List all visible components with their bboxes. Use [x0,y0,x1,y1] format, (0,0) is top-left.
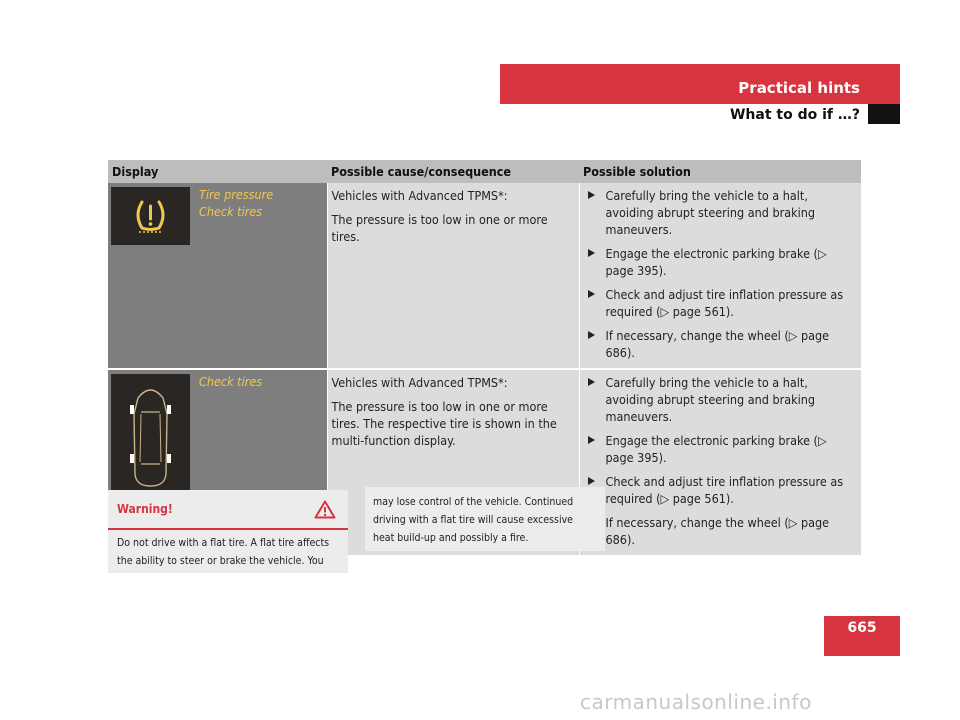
solution-step: Check and adjust tire inflation pressure as required (▷ page 561). [585,473,858,507]
solution-step: If necessary, change the wheel (▷ page 686). [585,514,858,548]
section-title: Practical hints [738,79,860,97]
page-number: 665 [847,620,877,636]
cause-cell [327,183,579,369]
vehicle-tire-diagram-icon [111,374,190,494]
display-cell [108,183,327,369]
column-header: Possible cause/consequence [327,160,579,183]
display-line: Tire pressure [199,187,274,202]
display-line: Check tires [199,204,263,219]
solution-step: Check and adjust tire inflation pressure as required (▷ page 561). [585,286,858,320]
solution-step: If necessary, change the wheel (▷ page 686). [585,327,858,361]
section-header-bar [500,64,900,104]
cause-text: The pressure is too low in one or more tires. The respective tire is shown in the multi-function display. [331,399,557,448]
solution-step: Engage the electronic parking brake (▷ page 395). [585,432,858,466]
page-number-box [824,616,900,656]
warning-continuation: may lose control of the vehicle. Continued driving with a flat tire will cause excessive heat build-up and possibly a fire. [365,487,605,551]
warning-box [108,490,348,573]
warning-title: Warning! [117,502,173,516]
tire-pressure-warning-icon [111,187,190,245]
warning-triangle-icon [314,500,336,523]
watermark: carmanualsonline.info [580,690,812,714]
solution-cell [579,369,861,555]
solution-step: Carefully bring the vehicle to a halt, avoiding abrupt steering and braking maneuvers. [585,187,858,238]
cause-text: Vehicles with Advanced TPMS*: [331,188,508,203]
solution-cell [579,183,861,369]
display-line: Check tires [199,374,263,389]
cause-text: The pressure is too low in one or more tires. [331,212,548,244]
display-message [199,186,273,220]
display-message [199,373,262,390]
column-header: Possible solution [579,160,861,183]
subsection-title: What to do if …? [729,107,860,123]
column-header: Display [108,160,327,183]
header-marker [868,104,900,124]
cause-text: Vehicles with Advanced TPMS*: [331,375,508,390]
warning-header [108,490,348,530]
warning-text: Do not drive with a flat tire. A flat tire affects the ability to steer or brake the vehicle. You [117,537,330,567]
solution-step: Carefully bring the vehicle to a halt, avoiding abrupt steering and braking maneuvers. [585,374,858,425]
table-header-row [108,160,861,183]
table-row [108,183,861,369]
solution-step: Engage the electronic parking brake (▷ page 395). [585,245,858,279]
